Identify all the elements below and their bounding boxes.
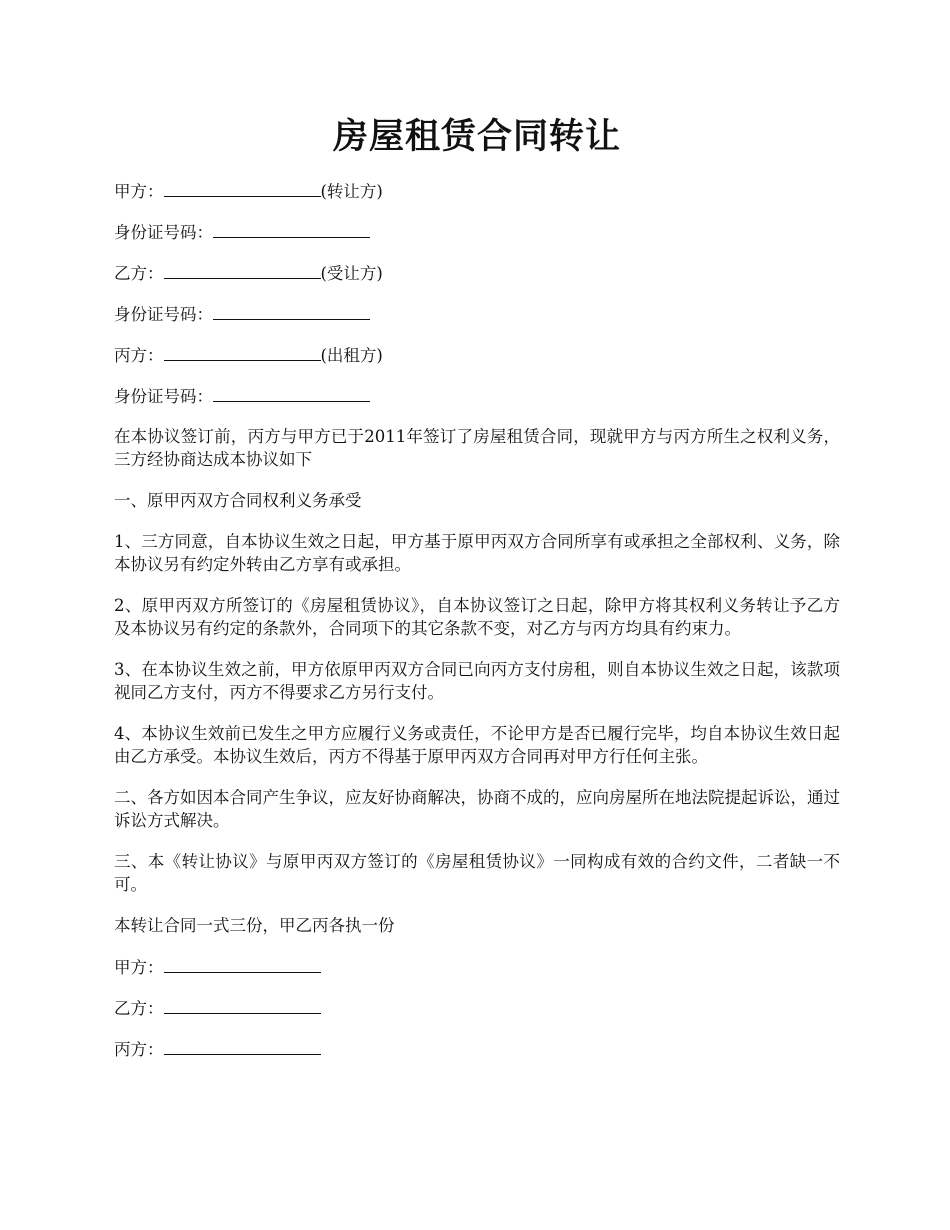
preamble-paragraph: 在本协议签订前，丙方与甲方已于2011年签订了房屋租赁合同，现就甲方与丙方所生之权利义务，三方经协商达成本协议如下: [114, 427, 840, 469]
party-b-blank: [164, 261, 321, 279]
signature-party-a-blank: [164, 955, 321, 973]
party-a-blank: [164, 179, 321, 197]
contract-page: [114, 112, 840, 1078]
party-b-id-field: [114, 302, 840, 325]
section-1-heading: 一、原甲丙双方合同权利义务承受: [114, 491, 362, 510]
party-c-id-field: [114, 384, 840, 407]
clause-4: 4、本协议生效前已发生之甲方应履行义务或责任，不论甲方是否已履行完毕，均自本协议生效日起由乙方承受。本协议生效后，丙方不得基于原甲丙双方合同再对甲方行任何主张。: [114, 724, 840, 766]
party-c-label: 丙方：: [114, 346, 164, 365]
party-c-blank: [164, 343, 321, 361]
party-a-label: 甲方：: [114, 182, 164, 201]
party-c-field: [114, 343, 840, 366]
signature-party-a: [114, 955, 840, 978]
party-c-id-label: 身份证号码：: [114, 387, 213, 406]
party-a-id-label: 身份证号码：: [114, 223, 213, 242]
party-b-id-blank: [213, 302, 370, 320]
party-a-field: [114, 179, 840, 202]
signature-party-c: [114, 1037, 840, 1060]
party-b-field: [114, 261, 840, 284]
signature-party-c-label: 丙方：: [114, 1040, 164, 1059]
signature-party-c-blank: [164, 1037, 321, 1055]
signature-party-b-label: 乙方：: [114, 999, 164, 1018]
signature-party-a-label: 甲方：: [114, 958, 164, 977]
section-2-paragraph: 二、各方如因本合同产生争议，应友好协商解决，协商不成的，应向房屋所在地法院提起诉讼，通过诉讼方式解决。: [114, 788, 840, 830]
clause-2: 2、原甲丙双方所签订的《房屋租赁协议》，自本协议签订之日起，除甲方将其权利义务转让予乙方及本协议另有约定的条款外，合同项下的其它条款不变，对乙方与丙方均具有约束力。: [114, 596, 840, 638]
party-b-id-label: 身份证号码：: [114, 305, 213, 324]
signature-party-b-blank: [164, 996, 321, 1014]
clause-3: 3、在本协议生效之前，甲方依原甲丙双方合同已向丙方支付房租，则自本协议生效之日起，该款项视同乙方支付，丙方不得要求乙方另行支付。: [114, 660, 840, 702]
copies-note: 本转让合同一式三份，甲乙丙各执一份: [114, 916, 395, 935]
party-a-id-field: [114, 220, 840, 243]
clause-1: 1、三方同意，自本协议生效之日起，甲方基于原甲丙双方合同所享有或承担之全部权利、义务，除本协议另有约定外转由乙方享有或承担。: [114, 532, 840, 574]
party-a-id-blank: [213, 220, 370, 238]
document-title: 房屋租赁合同转让: [332, 116, 621, 157]
section-3-paragraph: 三、本《转让协议》与原甲丙双方签订的《房屋租赁协议》一同构成有效的合约文件，二者缺一不可。: [114, 852, 840, 894]
signature-section: [114, 955, 840, 1060]
party-c-id-blank: [213, 384, 370, 402]
party-c-role: (出租方): [320, 346, 383, 365]
signature-party-b: [114, 996, 840, 1019]
party-b-role: (受让方): [320, 264, 383, 283]
party-b-label: 乙方：: [114, 264, 164, 283]
party-a-role: (转让方): [320, 182, 383, 201]
